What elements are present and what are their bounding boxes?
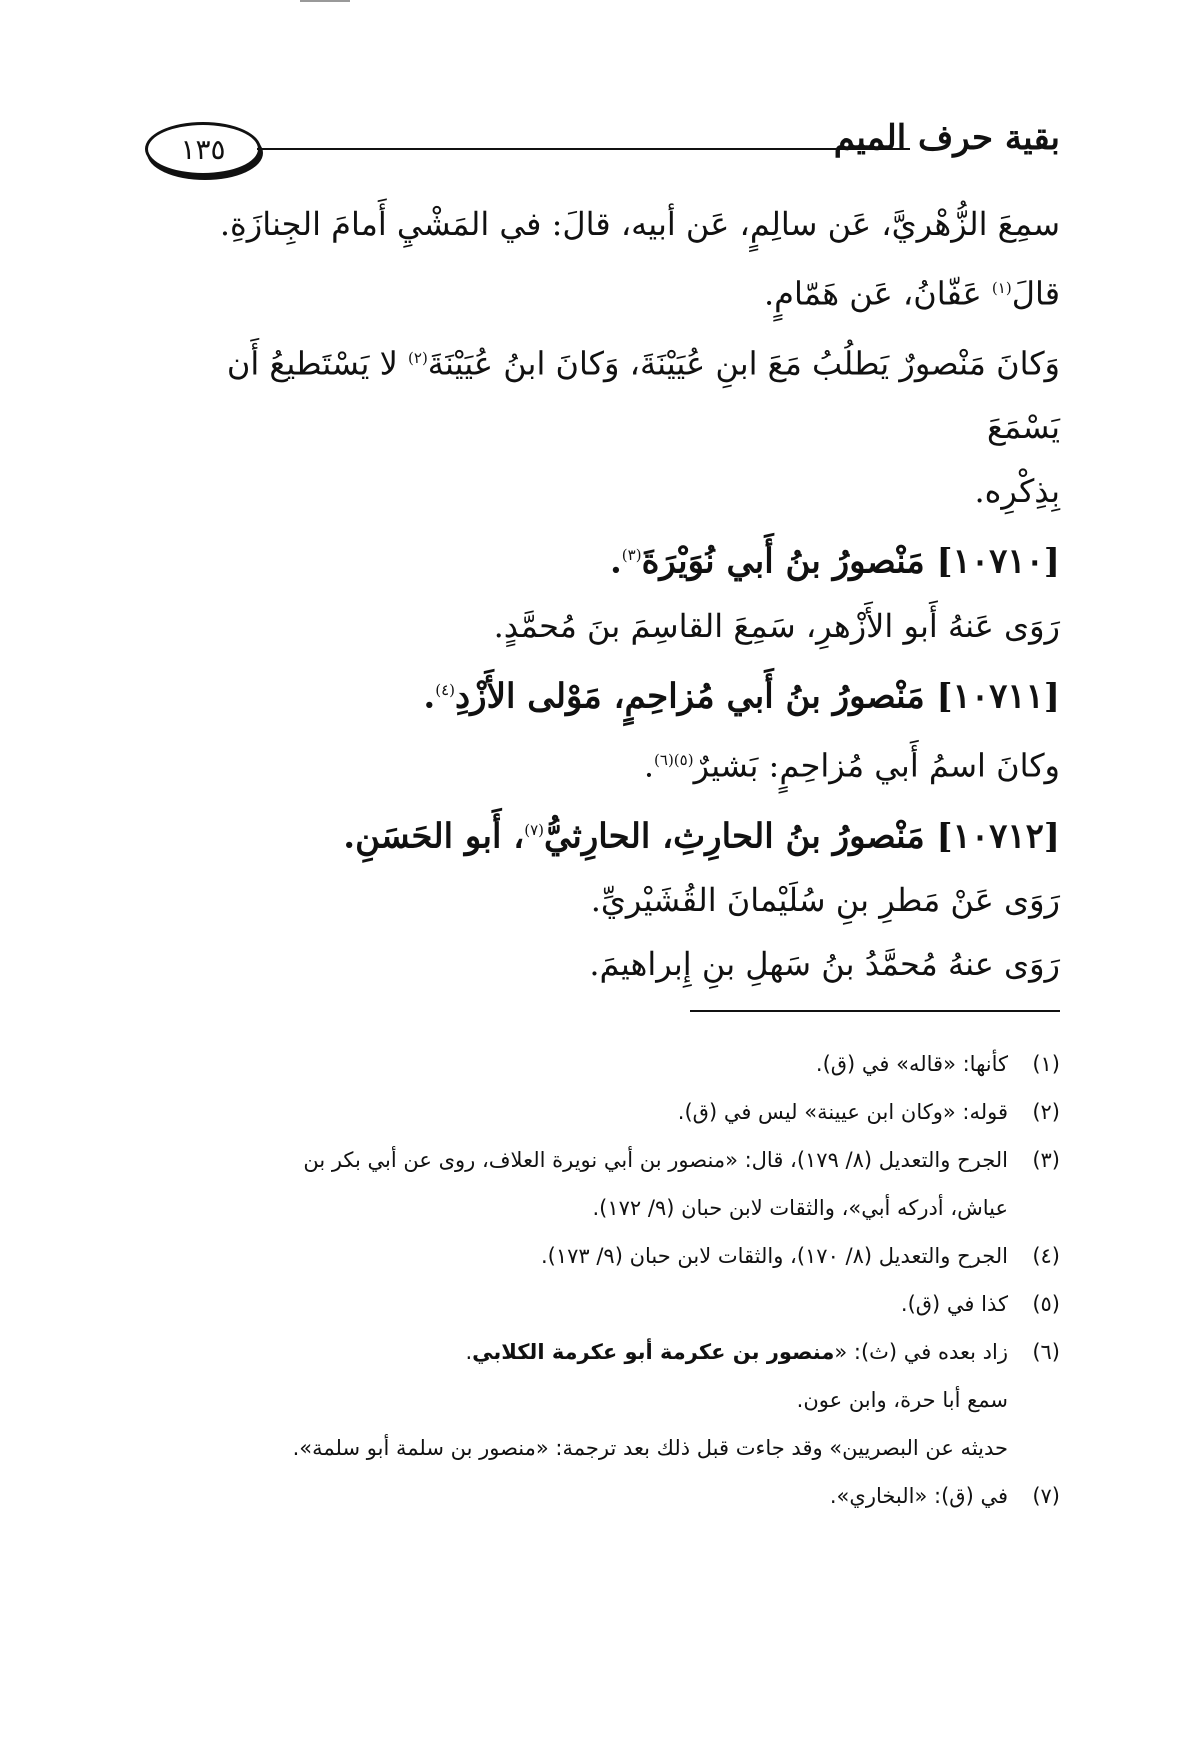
footnote-number: (٧)	[1032, 1484, 1060, 1508]
text-line: بِذِكْرِه.	[974, 472, 1060, 511]
footnote-rule	[690, 1010, 1060, 1012]
footnote-text: قوله: «وكان ابن عيينة» ليس في (ق).	[677, 1100, 1008, 1124]
footnote	[150, 1232, 1060, 1280]
footnote-text: الجرح والتعديل (٨/ ١٧٠)، والثقات لابن حبان (٩/ ١٧٣).	[540, 1244, 1008, 1268]
text-line: وكانَ اسمُ أَبي مُزاحِمٍ: بَشيرٌ$^{(٥)(٦)}$.	[643, 746, 1060, 785]
footnote-number: (١)	[1032, 1052, 1060, 1076]
footnote-ref: (٣)	[621, 546, 642, 565]
footnote	[150, 1472, 1060, 1520]
footnote-ref: (٤)	[435, 680, 456, 699]
footnote-text: في (ق): «البخاري».	[829, 1484, 1008, 1508]
footnote	[150, 1136, 1060, 1232]
entry-heading: [١٠٧١٢] مَنْصورُ بنُ الحارِثِ، الحارِثيُّ$^{(٧)}$، أَبو الحَسَنِ.	[343, 815, 1060, 856]
footnote-number: (٣)	[1032, 1148, 1060, 1172]
footnote-ref: (٥)(٦)	[654, 750, 694, 769]
footnote-text: زاد بعده في (ث): «منصور بن عكرمة أبو عكرمة الكلابي. سمع أبا حرة، وابن عون. حديثه عن البصريين» وقد جاءت قبل ذلك بعد ترجمة: «منصور بن سلمة أبو سلمة».	[292, 1340, 1008, 1460]
footnote-ref: (٧)	[524, 820, 545, 839]
page-number: ١٣٥	[180, 132, 226, 166]
footnote	[150, 1280, 1060, 1328]
main-text	[145, 192, 1060, 996]
page-header	[145, 118, 1060, 178]
text-line: قالَ$^{(١)}$ عَفّانُ، عَن هَمّامٍ.	[763, 274, 1060, 313]
footnote-text: كذا في (ق).	[900, 1292, 1008, 1316]
text-line: رَوَى عنهُ مُحمَّدُ بنُ سَهلِ بنِ إِبراهيمَ.	[589, 944, 1060, 983]
footnote-ref: (١)	[991, 279, 1012, 297]
footnote-ref: (٢)	[408, 348, 428, 367]
footnote-number: (٦)	[1032, 1340, 1060, 1364]
footnote	[150, 1328, 1060, 1472]
footnote-number: (٥)	[1032, 1292, 1060, 1316]
entry-heading: [١٠٧١٠] مَنْصورُ بنُ أَبي نُوَيْرَةَ$^{(٣)}$.	[609, 541, 1060, 582]
text-line: وَكانَ مَنْصورٌ يَطلُبُ مَعَ ابنِ عُيَيْنَةَ، وَكانَ ابنُ عُيَيْنَةَ$^{(٢)}$ لا يَسْتَطيعُ أَن يَسْمَعَ	[226, 344, 1060, 447]
footnotes	[150, 1040, 1060, 1520]
running-title: بقية حرف الميم	[833, 118, 1060, 158]
scan-artifact	[300, 0, 350, 2]
footnote-number: (٢)	[1032, 1100, 1060, 1124]
page-number-badge	[145, 122, 261, 176]
text-line: رَوَى عَنهُ أَبو الأَزْهرِ، سَمِعَ القاسِمَ بنَ مُحمَّدٍ.	[493, 606, 1060, 645]
footnote-text: الجرح والتعديل (٨/ ١٧٩)، قال: «منصور بن أبي نويرة العلاف، روى عن أبي بكر بن عياش، أدركه أبي»، والثقات لابن حبان (٩/ ١٧٢).	[303, 1148, 1008, 1220]
footnote	[150, 1088, 1060, 1136]
header-rule	[257, 148, 910, 150]
text-line: سمِعَ الزُّهْريَّ، عَن سالِمٍ، عَن أبيه، قالَ: في المَشْيِ أَمامَ الجِنازَةِ.	[219, 205, 1060, 243]
footnote-number: (٤)	[1032, 1244, 1060, 1268]
text-line: رَوَى عَنْ مَطرِ بنِ سُلَيْمانَ القُشَيْريِّ.	[590, 880, 1060, 919]
footnote-text: كأنها: «قاله» في (ق).	[815, 1052, 1008, 1076]
footnote	[150, 1040, 1060, 1088]
entry-heading: [١٠٧١١] مَنْصورُ بنُ أَبي مُزاحِمٍ، مَوْلى الأَزْدِ$^{(٤)}$.	[423, 675, 1060, 716]
